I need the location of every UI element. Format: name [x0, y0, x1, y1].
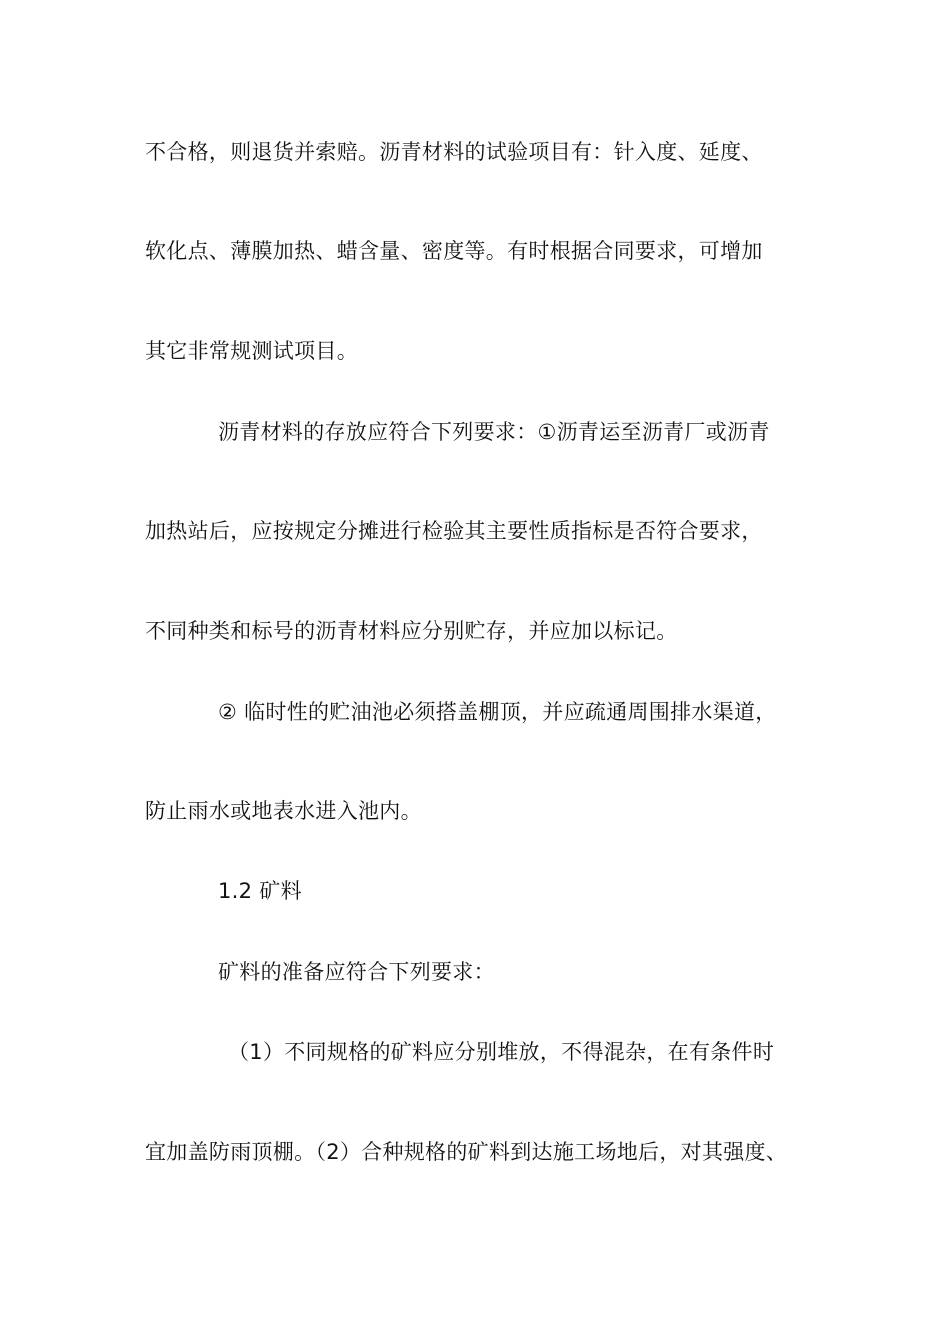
text-line-1: 不合格，则退货并索赔。沥青材料的试验项目有：针入度、延度、: [145, 140, 763, 164]
text-line-3: 其它非常规测试项目。: [145, 339, 358, 363]
section-heading: 1.2 矿料: [218, 879, 302, 903]
text-line-5: 加热站后，应按规定分摊进行检验其主要性质指标是否符合要求，: [145, 519, 763, 543]
text-line-4: 沥青材料的存放应符合下列要求：①沥青运至沥青厂或沥青: [218, 420, 770, 444]
text-line-8: 防止雨水或地表水进入池内。: [145, 799, 422, 823]
text-line-11: （1）不同规格的矿料应分别堆放，不得混杂，在有条件时: [228, 1040, 775, 1064]
text-line-12: 宜加盖防雨顶棚。（2）合种规格的矿料到达施工场地后，对其强度、: [145, 1140, 788, 1164]
text-line-7: ② 临时性的贮油池必须搭盖棚顶，并应疏通周围排水渠道，: [218, 700, 777, 724]
text-line-10: 矿料的准备应符合下列要求：: [218, 960, 495, 984]
text-line-6: 不同种类和标号的沥青材料应分别贮存，并应加以标记。: [145, 619, 678, 643]
text-line-2: 软化点、薄膜加热、蜡含量、密度等。有时根据合同要求，可增加: [145, 239, 763, 263]
